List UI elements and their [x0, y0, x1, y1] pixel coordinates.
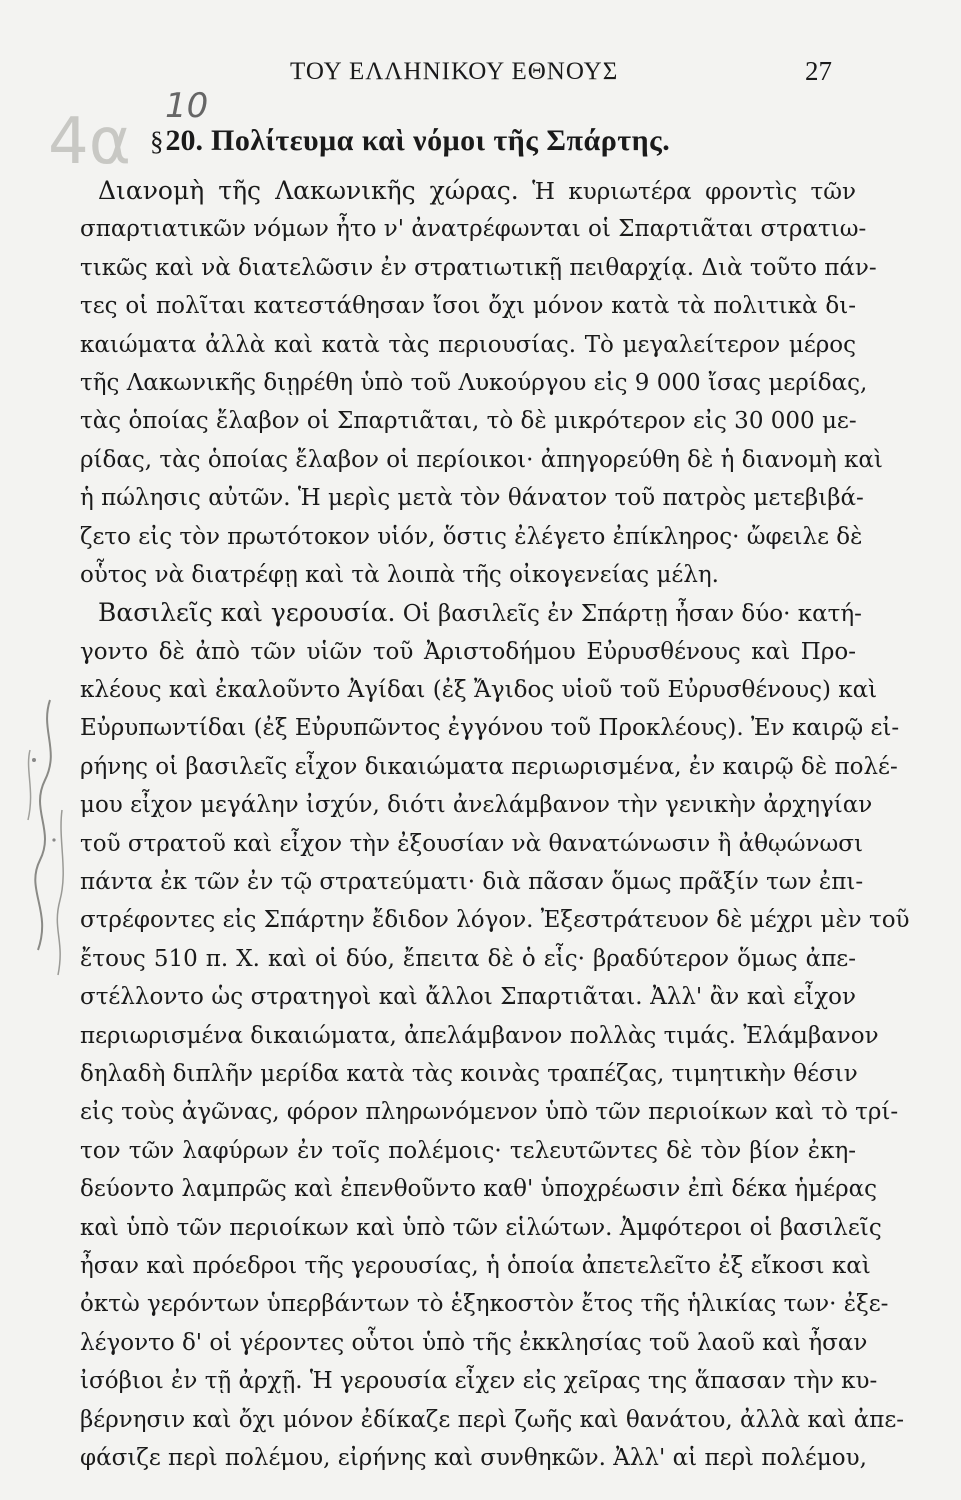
line-text: Οἱ βασιλεῖς ἐν Σπάρτῃ ἦσαν δύο· κατή-	[395, 601, 862, 628]
text-line	[80, 249, 877, 287]
line-text: Εὐρυπωντίδαι (ἐξ Εὐρυπῶντος ἐγγόνου τοῦ Προκλέους). Ἐν καιρῷ εἰ-	[80, 715, 900, 742]
running-head-title: ΤΟΥ ΕΛΛΗΝΙΚΟΥ ΕΘΝΟΥΣ	[290, 58, 619, 85]
line-text: ζετο εἰς τὸν πρωτότοκον υἱόν, ὅστις ἐλέγετο ἐπίκληρος· ὤφειλε δὲ	[80, 523, 863, 550]
text-line	[80, 1362, 878, 1400]
text-line	[80, 901, 910, 939]
text-line	[80, 287, 856, 325]
text-line	[80, 825, 864, 863]
line-text: ἡ πώλησις αὐτῶν. Ἡ μερὶς μετὰ τὸν θάνατον τοῦ πατρὸς μετεβιβά-	[80, 485, 864, 512]
text-line	[80, 1093, 899, 1131]
line-text: ἦσαν καὶ πρόεδροι τῆς γερουσίας, ἡ ὁποία ἀπετελεῖτο ἐξ εἴκοσι καὶ	[80, 1252, 871, 1279]
page-number: 27	[805, 56, 832, 86]
text-line	[80, 326, 856, 364]
line-text: καιώματα ἀλλὰ καὶ κατὰ τὰς περιουσίας. Τὸ μεγαλείτερον μέρος	[80, 331, 856, 358]
line-text: τες οἱ πολῖται κατεστάθησαν ἴσοι ὄχι μόνον κατὰ τὰ πολιτικὰ δι-	[80, 293, 856, 320]
section-number: 20.	[165, 124, 203, 157]
line-text: ἔτους 510 π. Χ. καὶ οἱ δύο, ἔπειτα δὲ ὁ εἷς· βραδύτερον ὅμως ἀπε-	[80, 945, 856, 972]
section-heading	[150, 124, 850, 164]
section-title: Πολίτευμα καὶ νόμοι τῆς Σπάρτης.	[211, 124, 671, 157]
line-text: λέγοντο δ' οἱ γέροντες οὗτοι ὑπὸ τῆς ἐκκλησίας τοῦ λαοῦ καὶ ἦσαν	[80, 1329, 868, 1356]
text-line	[80, 709, 900, 747]
line-text: ρήνης οἱ βασιλεῖς εἶχον δικαιώματα περιωρισμένα, ἐν καιρῷ δὲ πολέ-	[80, 753, 898, 780]
line-text: τῆς Λακωνικῆς διῃρέθη ὑπὸ τοῦ Λυκούργου εἰς 9 000 ἴσας μερίδας,	[80, 369, 868, 396]
text-line	[80, 364, 868, 402]
text-line	[80, 210, 867, 248]
line-text: περιωρισμένα δικαιώματα, ἀπελάμβανον πολλὰς τιμάς. Ἐλάμβανον	[80, 1022, 879, 1049]
text-line	[80, 1439, 867, 1477]
line-text: γοντο δὲ ἀπὸ τῶν υἱῶν τοῦ Ἀριστοδήμου Εὐρυσθένους καὶ Προ-	[80, 638, 856, 665]
paragraph-heading: Βασιλεῖς καὶ γερουσία.	[98, 598, 396, 628]
text-line	[80, 1209, 882, 1247]
running-head	[0, 52, 961, 92]
line-text: τικῶς καὶ νὰ διατελῶσιν ἐν στρατιωτικῇ πειθαρχίᾳ. Διὰ τοῦτο πάν-	[80, 254, 877, 281]
text-line	[80, 1285, 889, 1323]
text-line	[80, 172, 856, 210]
text-line	[80, 1247, 871, 1285]
line-text: εἰς τοὺς ἀγῶνας, φόρον πληρωνόμενον ὑπὸ τῶν περιοίκων καὶ τὸ τρί-	[80, 1099, 899, 1126]
text-line	[80, 786, 873, 824]
text-line	[80, 633, 856, 671]
pencil-mark-4a: 4α	[48, 105, 131, 179]
line-text: δηλαδὴ διπλῆν μερίδα κατὰ τὰς κοινὰς τραπέζας, τιμητικὴν θέσιν	[80, 1060, 858, 1087]
paragraph-heading: Διανομὴ τῆς Λακωνικῆς χώρας.	[98, 176, 519, 205]
line-text: σπαρτιατικῶν νόμων ἦτο ν' ἀνατρέφωνται οἱ Σπαρτιᾶται στρατιω-	[80, 216, 867, 243]
line-text: τοῦ στρατοῦ καὶ εἶχον τὴν ἐξουσίαν νὰ θανατώνωσιν ἢ ἀθῳώνωσι	[80, 830, 864, 857]
line-text: δεύοντο λαμπρῶς καὶ ἐπενθοῦντο καθ' ὑποχρέωσιν ἐπὶ δέκα ἡμέρας	[80, 1176, 878, 1203]
text-line	[80, 1017, 879, 1055]
section-symbol: §	[150, 126, 164, 156]
text-line	[80, 1132, 856, 1170]
text-line	[80, 556, 856, 594]
line-text: ὀκτὼ γερόντων ὑπερβάντων τὸ ἑξηκοστὸν ἔτος τῆς ἡλικίας των· ἐξε-	[80, 1291, 889, 1318]
pencil-number-10: 10	[165, 86, 209, 126]
text-line	[80, 748, 898, 786]
text-line	[80, 1055, 856, 1093]
margin-handwriting-scribble	[10, 690, 80, 990]
text-line	[80, 863, 864, 901]
line-text: ρίδας, τὰς ὁποίας ἔλαβον οἱ περίοικοι· ἀπηγορεύθη δὲ ἡ διανομὴ καὶ	[80, 446, 883, 473]
text-line	[80, 594, 862, 632]
text-line	[80, 1401, 905, 1439]
text-line	[80, 671, 878, 709]
line-text: οὗτος νὰ διατρέφῃ καὶ τὰ λοιπὰ τῆς οἰκογενείας μέλη.	[80, 561, 719, 588]
line-text: πάντα ἐκ τῶν ἐν τῷ στρατεύματι· διὰ πᾶσαν ὅμως πρᾶξίν των ἐπι-	[80, 869, 864, 896]
text-line	[80, 518, 863, 556]
text-line	[80, 940, 856, 978]
body-text	[80, 172, 910, 1477]
line-text: κλέους καὶ ἐκαλοῦντο Ἀγίδαι (ἐξ Ἄγιδος υἱοῦ τοῦ Εὐρυσθένους) καὶ	[80, 677, 878, 704]
line-text: ἰσόβιοι ἐν τῇ ἀρχῇ. Ἡ γερουσία εἶχεν εἰς χεῖρας της ἅπασαν τὴν κυ-	[80, 1368, 878, 1395]
line-text: τὰς ὁποίας ἔλαβον οἱ Σπαρτιᾶται, τὸ δὲ μικρότερον εἰς 30 000 με-	[80, 408, 857, 435]
line-text: μου εἶχον μεγάλην ἰσχύν, διότι ἀνελάμβανον τὴν γενικὴν ἀρχηγίαν	[80, 792, 873, 819]
text-line	[80, 402, 856, 440]
line-text: στρέφοντες εἰς Σπάρτην ἔδιδον λόγον. Ἐξεστράτευον δὲ μέχρι μὲν τοῦ	[80, 907, 910, 934]
text-line	[80, 1170, 878, 1208]
line-text: τον τῶν λαφύρων ἐν τοῖς πολέμοις· τελευτῶντες δὲ τὸν βίον ἐκη-	[80, 1137, 856, 1164]
text-line	[80, 978, 856, 1016]
text-line	[80, 441, 883, 479]
text-line	[80, 1324, 868, 1362]
line-text: Ἡ κυριωτέρα φροντὶς τῶν	[518, 179, 857, 205]
text-line	[80, 479, 864, 517]
line-text: καὶ ὑπὸ τῶν περιοίκων καὶ ὑπὸ τῶν εἱλώτων. Ἀμφότεροι οἱ βασιλεῖς	[80, 1214, 882, 1241]
line-text: στέλλοντο ὡς στρατηγοὶ καὶ ἄλλοι Σπαρτιᾶται. Ἀλλ' ἂν καὶ εἶχον	[80, 984, 856, 1011]
line-text: βέρνησιν καὶ ὄχι μόνον ἐδίκαζε περὶ ζωῆς καὶ θανάτου, ἀλλὰ καὶ ἀπε-	[80, 1406, 905, 1433]
line-text: φάσιζε περὶ πολέμου, εἰρήνης καὶ συνθηκῶν. Ἀλλ' αἱ περὶ πολέμου,	[80, 1444, 867, 1471]
